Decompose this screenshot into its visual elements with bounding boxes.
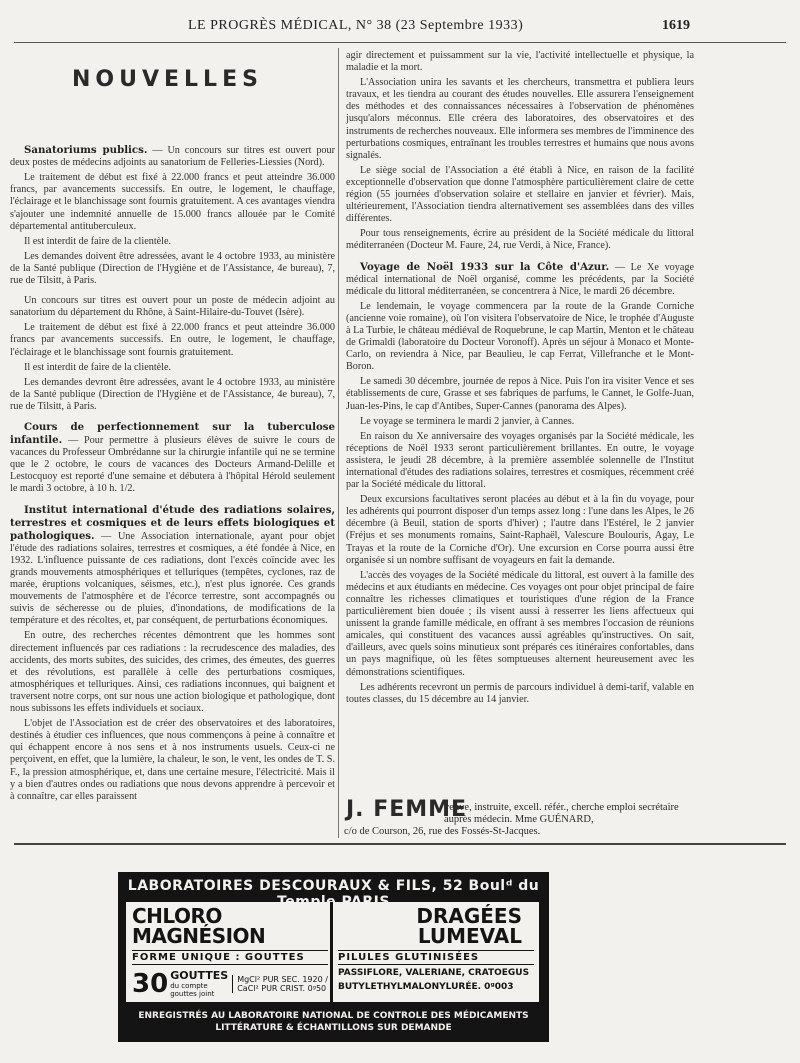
article-text: — Le Xe voyage médical international de Noël organisé, comme les précédents, par la Société médicale du littoral méditerranéen, se concentrera à Nice, le mardi 26 décembre. — [346, 261, 694, 297]
article-text: Le traitement de début est fixé à 22.000 francs et peut atteindre 36.000 francs par avancements successifs. En outre, le logement, le chauffage, l'éclairage et le blanchissage sont fournis gratuitement. — [10, 322, 335, 358]
article-paragraph — [346, 261, 694, 298]
article-heading: Voyage de Noël 1933 sur la Côte d'Azur. — [360, 260, 610, 273]
article-paragraph — [346, 570, 694, 679]
separator-rule — [14, 843, 786, 845]
article-paragraph — [10, 322, 335, 358]
column-divider — [338, 48, 339, 838]
article-text: Le samedi 30 décembre, journée de repos à Nice. Puis l'on ira visiter Vence et ses établissements de cure, Grasse et ses fabriques de parfums, le Cannet, le Golfe-Juan, Juan-les-Pins, le cap d'Antibes, Super-Cannes (panorama des Alpes). — [346, 376, 694, 412]
article-text: Il est interdit de faire de la clientèle. — [24, 235, 172, 247]
article-text: Les demandes doivent être adressées, avant le 4 octobre 1933, au ministère de la Santé publique (Direction de l'Hygiène et de l'Assistance, 4e bureau), 7, rue de Tilsitt, à Paris. — [10, 250, 335, 287]
page-number: 1619 — [662, 18, 690, 33]
drops-note: du compte gouttes joint — [170, 982, 215, 998]
journal-title: LE PROGRÈS MÉDICAL, N° 38 (23 Septembre 1933) — [188, 18, 524, 33]
article-text: Les adhérents recevront un permis de parcours individuel à demi-tarif, valable en toutes classes, du 15 décembre au 14 janvier. — [346, 681, 694, 705]
article-paragraph — [10, 421, 335, 496]
article-paragraph — [10, 718, 335, 803]
article-paragraph — [346, 376, 694, 412]
product2-form: PILULES GLUTINISÉES — [338, 950, 534, 965]
article-text: Le voyage se terminera le mardi 2 janvier, à Cannes. — [360, 415, 575, 427]
classified-address: c/o de Courson, 26, rue des Fossés-St-Jacques. — [344, 826, 541, 837]
article-paragraph — [10, 377, 335, 413]
lab-header: LABORATOIRES DESCOURAUX & FILS, 52 Boulᵈ du — [127, 878, 540, 894]
article-text: Il est interdit de faire de la clientèle. — [24, 361, 172, 373]
article-paragraph — [10, 362, 335, 374]
article-paragraph — [346, 494, 694, 567]
product2-name: DRAGÉES LUMEVAL — [416, 904, 522, 948]
article-text: Pour tous renseignements, écrire au président de la Société médicale du littoral méditerranéen (Docteur M. Faure, 24, rue Verdi, à Nice, France). — [346, 228, 694, 252]
drops-unit: GOUTTES — [170, 969, 229, 982]
article-text: Un concours sur titres est ouvert pour un poste de médecin adjoint au sanatorium du département du Rhône, à Saint-Hilaire-du-Touvet (Isère). — [10, 295, 335, 319]
article-text: L'accès des voyages de la Société médicale du littoral, est ouvert à la famille des médecins et aux étudiants en médecine. Ces voyages ont pour objet principal de faire connaître les richesses climatiques et touristiques d'une région de la France particulièrement bien douée ; ils visent aussi à resserrer les liens affectueux qui unissent la grande famille médicale, en offrant à ses membres l'occasion de réunions amicales, qui constituent des vacances aussi agréables qu'instructives. On sait, d'ailleurs, avec quels soins minutieux sont préparés ces itinéraires confortables, dans un pays magnifique, où les fêtes somptueuses alternent heureusement avec les démonstrations scientifiques. — [346, 569, 694, 678]
article-paragraph — [346, 50, 694, 74]
article-text: En outre, des recherches récentes démontrent que les hommes sont directement influencés par ces radiations : la recrudescence des maladies, des accidents, des morts subites, des suicides, des crimes, des émeutes, des guerres et des révolutions, est parallèle à celle des perturbations cosmiques, atmosphériques et telluriques. Ainsi, ces radiations inconnues, qui baignent et traversent notre corps, ont sur nous une action biologique et pathologique, dont nous subissons les effets individuels et sociaux. — [10, 630, 335, 715]
laboratory-advertisement — [118, 872, 549, 1042]
article-paragraph — [346, 228, 694, 252]
product-chloro-magnesion — [132, 906, 328, 998]
drops-count: 30 — [132, 968, 169, 999]
article-paragraph — [10, 504, 335, 628]
article-paragraph — [10, 172, 335, 232]
dosage-block — [132, 969, 328, 998]
article-text: Le lendemain, le voyage commencera par la route de la Grande Corniche (ancienne voie romaine), où l'on visitera l'observatoire de Nice, le trophée d'Auguste à La Turbie, le château médiéval de Roquebrune, le cap Martin, Menton et le château de Grimaldi (laboratoire du Docteur Voronoff). Après un séjour à Monaco et Monte-Carlo, on reviendra à Nice, par Beaulieu, le cap Ferrat, Villefranche et le Mont-Boron. — [346, 300, 694, 373]
products-box — [126, 902, 539, 1002]
product-divider — [330, 902, 333, 1002]
section-title: NOUVELLES — [72, 67, 263, 92]
article-paragraph — [346, 431, 694, 491]
article-paragraph — [10, 251, 335, 287]
product1-name: CHLORO MAGNÉSION — [132, 904, 266, 948]
article-text: — Un concours sur titres est ouvert pour deux postes de médecins adjoints au sanatorium de Felleries-Liessies (Nord). — [10, 145, 335, 169]
product-dragees-lumeval — [338, 906, 534, 993]
right-column — [346, 50, 694, 709]
article-heading: Sanatoriums publics. — [24, 144, 148, 157]
article-paragraph — [10, 144, 335, 169]
page-header — [0, 14, 800, 38]
product1-form: FORME UNIQUE : GOUTTES — [132, 950, 328, 965]
article-text: Le siège social de l'Association a été établi à Nice, en raison de la facilité exceptionnelle d'observation que donne l'atmosphère particulièrement claire de cette région (55 journées d'observation solaire et stellaire en janvier et février). Mais, ultérieurement, l'Association tiendra alternativement ses assemblées dans des villes différentes. — [346, 164, 694, 225]
article-paragraph — [346, 682, 694, 706]
article-text: agir directement et puissamment sur la vie, l'activité intellectuelle et physique, la maladie et la mort. — [346, 50, 694, 74]
article-paragraph — [10, 295, 335, 319]
article-text: — Une Association internationale, ayant pour objet l'étude des radiations solaires, terrestres et cosmiques, a été fondée à Nice, en 1932. L'influence puissante de ces radiations, dont l'excès coïncide avec les grands mouvements atmosphériques et telluriques (tempêtes, cyclones, raz de marée, éruptions volcaniques, séismes, etc.), n'est plus ignorée. Ces grands mouvements de l'atmosphère et de l'écorce terrestre, sont accompagnés ou suivis de sécheresse ou de pluies, d'inondations, de modifications de la température et des récoltes, et, par conséquent, de perturbations économiques. — [10, 530, 335, 627]
article-text: Le traitement de début est fixé à 22.000 francs et peut atteindre 36.000 francs, par avancements successifs. En outre, le logement, le chauffage, l'éclairage et le blanchissage sont fournis gratuitement. A ces avantages viendra s'ajouter une indemnité annuelle de 15.000 francs allouée par le Comité départemental antituberculeux. — [10, 172, 335, 232]
lab-footer — [118, 1010, 549, 1034]
article-text: L'objet de l'Association est de créer des observatoires et des laboratoires, destinés à étudier ces influences, que nous commençons à peine à connaître et qui échappent encore à nos sens et à nos instruments usuels. Ceux-ci ne perçoivent, en effet, que la lumière, la chaleur, le son, le vent, les ondes de T. S. F., la pression atmosphérique, et, dans une certaine mesure, l'électricité. Mais il y a bien d'autres ondes ou radiations que nous devons apprendre à percevoir et à connaître, car elles paraissent — [10, 718, 335, 802]
classified-ad — [344, 797, 704, 838]
composition: MgCl² PUR SEC. 1920 / CaCl² PUR CRIST. 0ᵍ50 — [232, 975, 328, 993]
article-paragraph — [346, 301, 694, 374]
article-heading: Institut international d'étude des radiations solaires, terrestres et cosmiques et de leurs effets biologiques et pathologiques. — [10, 503, 335, 542]
article-paragraph — [346, 416, 694, 428]
article-paragraph — [10, 630, 335, 715]
article-text: En raison du Xe anniversaire des voyages organisés par la Société médicale, les réceptions de Noël 1933 seront particulièrement brillantes. En outre, le voyage assistera, le jeudi 28 décembre, à la première assemblée solennelle de l'Institut international d'études des radiations solaires, terrestres et cosmiques, récemment créé par la Société médicale du littoral. — [346, 430, 694, 491]
article-text: Les demandes devront être adressées, avant le 4 octobre 1933, au ministère de la Santé publique (Direction de l'Hygiène et de l'Assistance, 4e bureau), 7, rue de Tilsitt, à Paris. — [10, 376, 335, 412]
article-paragraph — [346, 77, 694, 162]
classified-text: veuve, instruite, excell. référ., cherche emploi secrétaire auprès médecin. Mme GUÉNARD, — [444, 802, 679, 825]
product2-ingredients: PASSIFLORE, VALERIANE, CRATOEGUS — [338, 968, 530, 978]
product2-ingredients-2: BUTYLETHYLMALONYLURÉE. 0ᵍ003 — [338, 982, 514, 992]
lab-footer-line2: LITTÉRATURE & ÉCHANTILLONS SUR DEMANDE — [215, 1023, 452, 1033]
lab-footer-line1: ENREGISTRÉS AU LABORATOIRE NATIONAL DE CONTROLE DES MÉDICAMENTS — [138, 1011, 529, 1021]
header-rule — [14, 42, 786, 43]
article-paragraph — [346, 165, 694, 225]
article-text: — Pour permettre à plusieurs élèves de suivre le cours de vacances du Professeur Ombrédanne sur la chirurgie infantile qui ne se termine que le 2 octobre, le cours de vacances des Docteurs Armand-Delille et Lestocquoy est reporté d'une semaine et débutera à l'hôpital Hérold seulement le mardi 3 octobre, à 10 h. 1/2. — [10, 435, 335, 495]
left-column — [10, 56, 335, 806]
article-text: L'Association unira les savants et les chercheurs, transmettra et publiera leurs travaux, et les tiendra au courant des études nouvelles. Elle assurera l'enseignement des méthodes et des connaissances nécessaires à l'observation de phénomènes jusqu'alors méconnus. Elle créera des laboratoires, des observatoires et des instruments de recherches nouveaux. Elle informera ses membres de l'imminence des perturbations cosmiques, entraînant les troubles terrestres et humains que nous avons signalés. — [346, 77, 694, 161]
article-text: Deux excursions facultatives seront placées au début et à la fin du voyage, pour les adhérents qui pourront disposer d'un temps assez long : l'une dans les Alpes, le 26 décembre (à Beuil, station de sports d'hiver) ; l'autre dans l'Estérel, le 2 janvier (Fréjus et ses monuments romains, Saint-Raphaël, Valescure Boulouris, Agay, Le Trayas et la route de la Corniche d'Or). Une excursion en Corse pourra aussi être organisée si un nombre suffisant de voyageurs en fait la demande. — [346, 494, 694, 566]
article-heading: Cours de perfectionnement sur la tuberculose infantile. — [10, 420, 335, 447]
article-paragraph — [10, 236, 335, 248]
classified-name: J. FEMME — [346, 797, 468, 822]
